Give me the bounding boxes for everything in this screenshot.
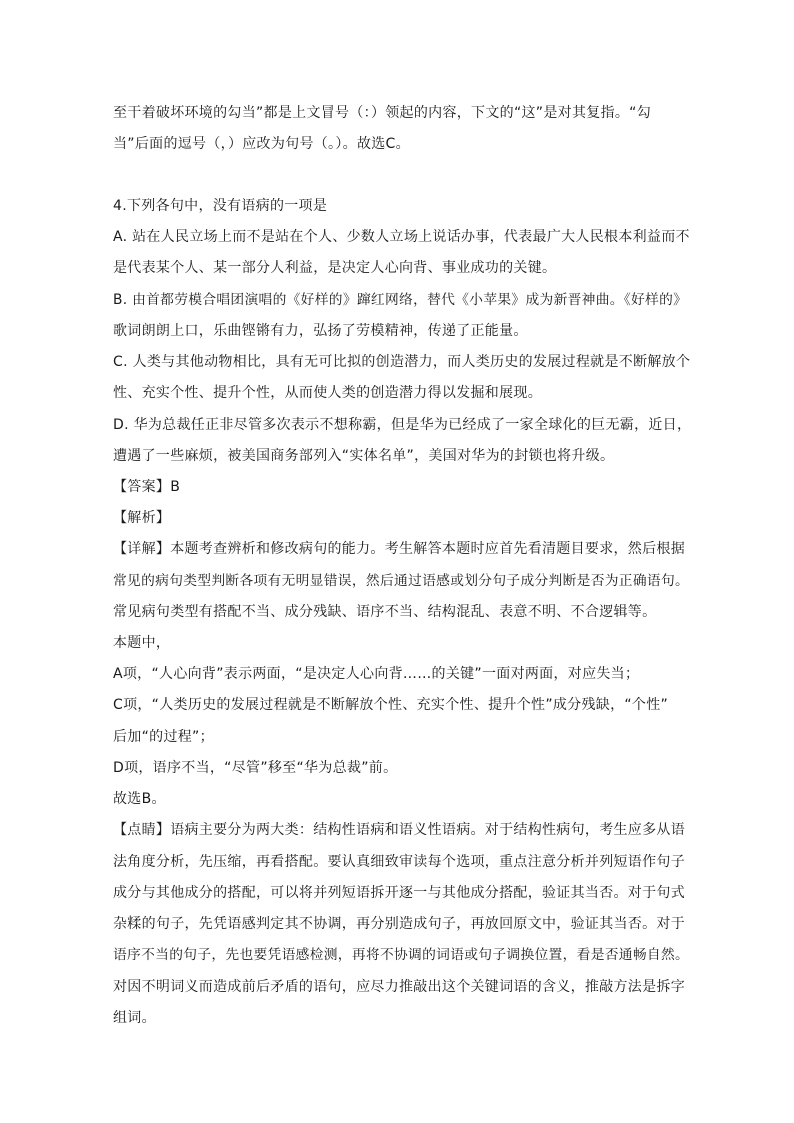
option-c-line-2: 性、充实个性、提升个性，从而使人类的创造潜力得以发掘和展现。	[113, 385, 542, 401]
tips-line-5: 语序不当的句子，先也要凭语感检测，再将不协调的词语或句子调换位置，看是否通畅自然。	[113, 947, 690, 963]
detail-line-4: 本题中，	[113, 635, 171, 651]
detail-line-8: D项，语序不当，“尽管”移至“华为总裁”前。	[113, 760, 398, 776]
option-d-line-2: 遭遇了一些麻烦，被美国商务部列入“实体名单”，美国对华为的封锁也将升级。	[113, 448, 615, 464]
analysis-heading: 【解析】	[113, 510, 171, 526]
tips-line-3: 成分与其他成分的搭配，可以将并列短语拆开逐一与其他成分搭配，验证其当否。对于句式	[113, 885, 685, 901]
option-c-line-1: C. 人类与其他动物相比，具有无可比拟的创造潜力，而人类历史的发展过程就是不断解放个	[113, 354, 691, 370]
option-a-line-1: A. 站在人民立场上而不是站在个人、少数人立场上说话办事，代表最广大人民根本利益而不	[113, 229, 690, 245]
tips-line-4: 杂糅的句子，先凭语感判定其不协调，再分别造成句子，再放回原文中，验证其当否。对于	[113, 916, 685, 932]
option-b-line-1: B. 由首都劳模合唱团演唱的《好样的》蹿红网络，替代《小苹果》成为新晋神曲。《好样的》	[113, 292, 688, 308]
detail-line-7: 后加“的过程”；	[113, 729, 214, 745]
option-a-line-2: 是代表某个人、某一部分人利益，是决定人心向背、事业成功的关键。	[113, 260, 557, 276]
detail-line-3: 常见病句类型有搭配不当、成分残缺、语序不当、结构混乱、表意不明、不合逻辑等。	[113, 604, 657, 620]
intro-line-1: 至干着破坏环境的勾当”都是上文冒号（：）领起的内容，下文的“这”是对其复指。“勾	[113, 105, 652, 121]
answer-line: 【答案】B	[113, 479, 181, 495]
detail-line-5: A项，“人心向背”表示两面，“是决定人心向背……的关键”一面对两面，对应失当；	[113, 666, 640, 682]
tips-line-1: 【点睛】语病主要分为两大类：结构性语病和语义性语病。对于结构性病句，考生应多从语	[113, 822, 685, 838]
tips-line-6: 对因不明词义而造成前后矛盾的语句，应尽力推敲出这个关键词语的含义，推敲方法是拆字	[113, 979, 685, 995]
detail-line-9: 故选B。	[113, 791, 166, 807]
option-d-line-1: D. 华为总裁任正非尽管多次表示不想称霸，但是华为已经成了一家全球化的巨无霸，近日，	[113, 417, 692, 433]
intro-line-2: 当”后面的逗号（，）应改为句号（。）。故选C。	[113, 136, 410, 152]
tips-line-7: 组词。	[113, 1010, 156, 1026]
detail-line-6: C项，“人类历史的发展过程就是不断解放个性、充实个性、提升个性”成分残缺，“个性”	[113, 697, 669, 713]
question-stem: 4.下列各句中，没有语病的一项是	[113, 198, 328, 214]
option-b-line-2: 歌词朗朗上口，乐曲铿锵有力，弘扬了劳模精神，传递了正能量。	[113, 323, 528, 339]
detail-line-2: 常见的病句类型判断各项有无明显错误，然后通过语感或划分句子成分判断是否为正确语句。	[113, 573, 690, 589]
tips-line-2: 法角度分析，先压缩，再看搭配。要认真细致审读每个选项，重点注意分析并列短语作句子	[113, 854, 685, 870]
detail-line-1: 【详解】本题考查辨析和修改病句的能力。考生解答本题时应首先看清题目要求，然后根据	[113, 541, 685, 557]
